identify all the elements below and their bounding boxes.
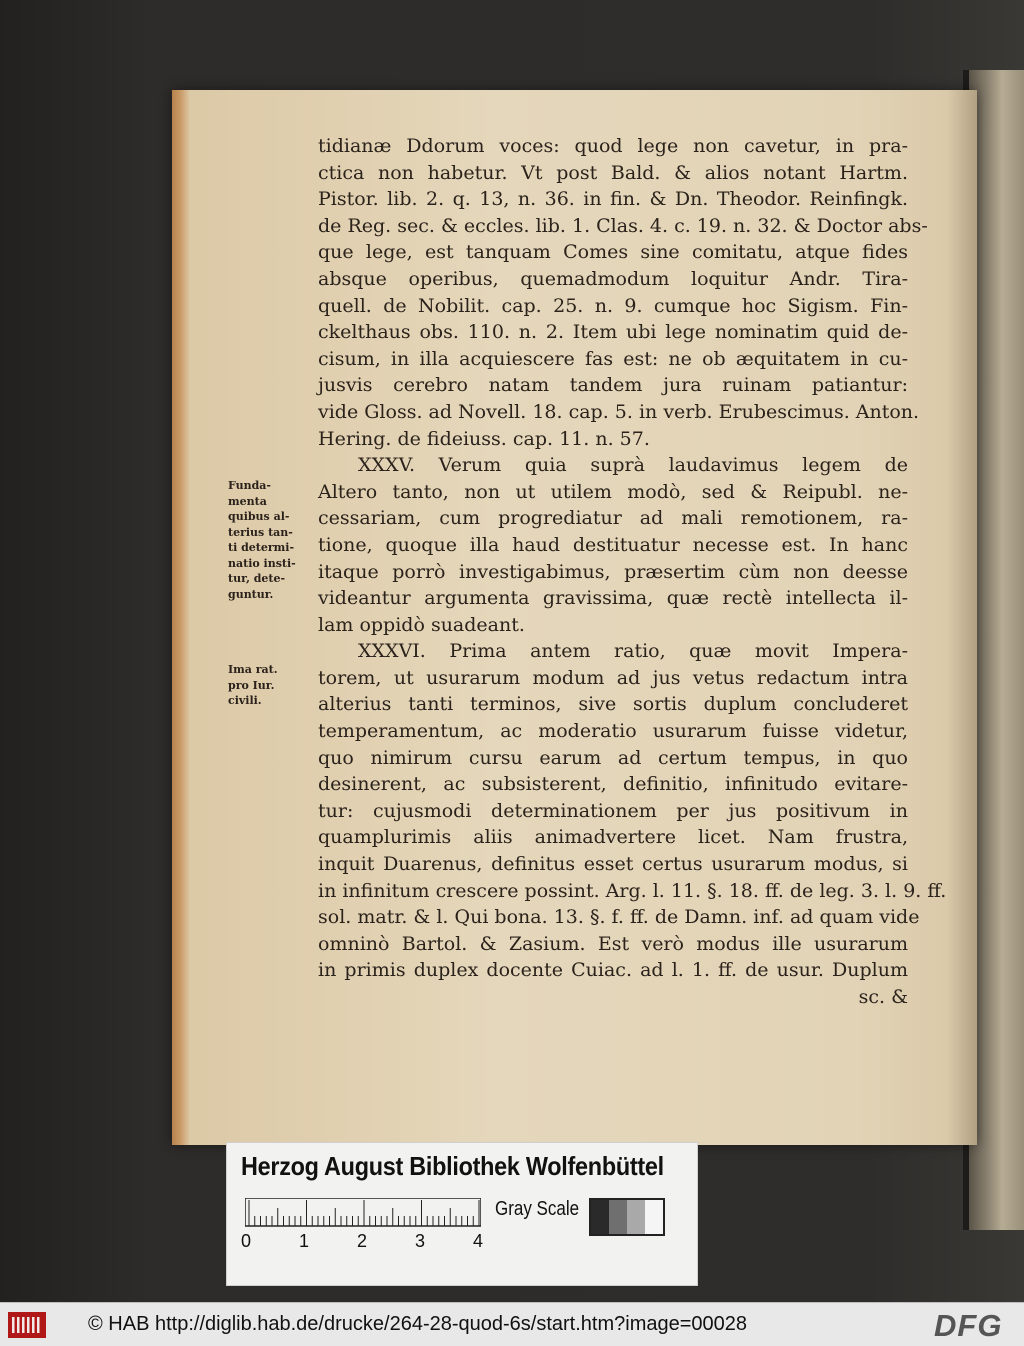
text-line: sol. matr. & l. Qui bona. 13. §. f. ff. de Damn. inf. ad quam vide (318, 906, 920, 929)
text-line: in primis duplex docente Cuiac. ad l. 1. ff. de usur. Duplum (318, 959, 908, 982)
text-line: inquit Duarenus, definitus esset certus usurarum modus, si (318, 853, 908, 876)
library-label-card (226, 1142, 698, 1286)
text-line: vide Gloss. ad Novell. 18. cap. 5. in verb. Erubescimus. Anton. (318, 400, 920, 423)
source-credit-link[interactable]: © HAB http://diglib.hab.de/drucke/264-28-quod-6s/start.htm?image=00028 (88, 1313, 748, 1335)
gray-scale-label: Gray Scale (495, 1198, 580, 1220)
marginal-line: menta (228, 494, 267, 508)
gray-swatch (591, 1200, 609, 1234)
ruler-number: 4 (473, 1231, 484, 1251)
section-heading-xxxvi: XXXVI. Prima antem ratio, quæ movit Impera- (358, 640, 908, 663)
ruler-number: 3 (415, 1231, 426, 1251)
text-line: videantur argumenta gravissima, quæ rectè intellecta il- (318, 587, 908, 610)
library-title: Herzog August Bibliothek Wolfenbüttel (241, 1151, 664, 1181)
marginal-line: Funda- (228, 479, 271, 492)
marginal-note-fundamenta (228, 478, 296, 602)
text-line: torem, ut usurarum modum ad jus vetus redactum intra (318, 666, 908, 689)
text-line: ckelthaus obs. 110. n. 2. Item ubi lege nominatim quid de- (318, 321, 908, 344)
ruler-number: 2 (357, 1231, 368, 1251)
marginal-line: guntur. (228, 587, 274, 601)
text-line-section-xxxvi (318, 638, 908, 665)
text-line: cisum, in illa acquiescere fas est: ne ob æquitatem in cu- (318, 347, 908, 370)
marginal-line: natio insti- (228, 556, 296, 570)
text-line: que lege, est tanquam Comes sine comitatu, atque fides (318, 241, 908, 264)
gray-swatch (609, 1200, 627, 1234)
marginal-line: tur, dete- (228, 572, 286, 585)
text-line: omninò Bartol. & Zasium. Est verò modus ille usurarum (318, 932, 908, 955)
gray-swatch (627, 1200, 645, 1234)
text-line: Altero tanto, non ut utilem modò, sed & Reipubl. ne- (318, 480, 908, 503)
text-line: in infinitum crescere possint. Arg. l. 11. §. 18. ff. de leg. 3. l. 9. ff. (318, 879, 947, 902)
text-line: quo nimirum cursu earum ad certum tempus, in quo (318, 746, 908, 769)
text-line: Pistor. lib. 2. q. 13, n. 36. in fin. & Dn. Theodor. Reinfingk. (318, 188, 908, 211)
text-line: tione, quoque illa haud destituatur necesse est. In hanc (318, 533, 908, 556)
dfg-logo: DFG (934, 1308, 1003, 1343)
marginal-line: Ima rat. (228, 663, 278, 676)
text-line: cessariam, cum progrediatur ad mali remotionem, ra- (318, 507, 908, 530)
text-line: absque operibus, quemadmodum loquitur Andr. Tira- (318, 267, 908, 290)
hab-logo-icon (8, 1312, 46, 1338)
text-line: lam oppidò suadeant. (318, 613, 525, 636)
section-heading-xxxv: XXXV. Verum quia suprà laudavimus legem de (358, 454, 908, 477)
ruler-number: 0 (241, 1231, 252, 1251)
text-line: quell. de Nobilit. cap. 25. n. 9. cumque hoc Sigism. Fin- (318, 294, 908, 317)
gray-scale-swatches (589, 1198, 665, 1236)
text-line: Hering. de fideiuss. cap. 11. n. 57. (318, 427, 650, 450)
text-line: desinerent, ac subsisterent, definitio, infinitudo evitare- (318, 773, 908, 796)
viewer-footer (0, 1302, 1024, 1346)
marginal-line: pro Iur. (228, 678, 275, 692)
text-line: alterius tanti terminos, sive sortis duplum concluderet (318, 693, 908, 716)
ruler-number: 1 (299, 1231, 310, 1251)
text-line-section-xxxv (318, 452, 908, 479)
text-line: quamplurimis aliis animadvertere licet. Nam frustra, (318, 826, 908, 849)
text-line: itaque porrò investigabimus, præsertim cùm non deesse (318, 560, 908, 583)
text-line: tur: cujusmodi determinationem per jus positivum in (318, 799, 908, 822)
marginal-note-ima-ratio (228, 662, 278, 709)
marginal-line: civili. (228, 694, 262, 707)
book-page (172, 90, 977, 1145)
book-spine (969, 70, 1024, 1230)
marginal-line: terius tan- (228, 525, 293, 539)
text-line: ctica non habetur. Vt post Bald. & alios notant Hartm. (318, 161, 908, 184)
marginal-line: quibus al- (228, 510, 290, 523)
catchword: sc. & (858, 986, 908, 1008)
text-line: tidianæ Ddorum voces: quod lege non cavetur, in pra- (318, 135, 908, 157)
marginal-line: ti determi- (228, 541, 295, 554)
text-line: temperamentum, ac moderatio usurarum fuisse videtur, (318, 720, 908, 743)
text-line: jusvis cerebro natam tandem jura ruinam patiantur: (318, 374, 908, 397)
page-text (318, 133, 947, 1011)
gray-swatch (645, 1200, 663, 1234)
text-line: de Reg. sec. & eccles. lib. 1. Clas. 4. c. 19. n. 32. & Doctor abs- (318, 214, 928, 237)
